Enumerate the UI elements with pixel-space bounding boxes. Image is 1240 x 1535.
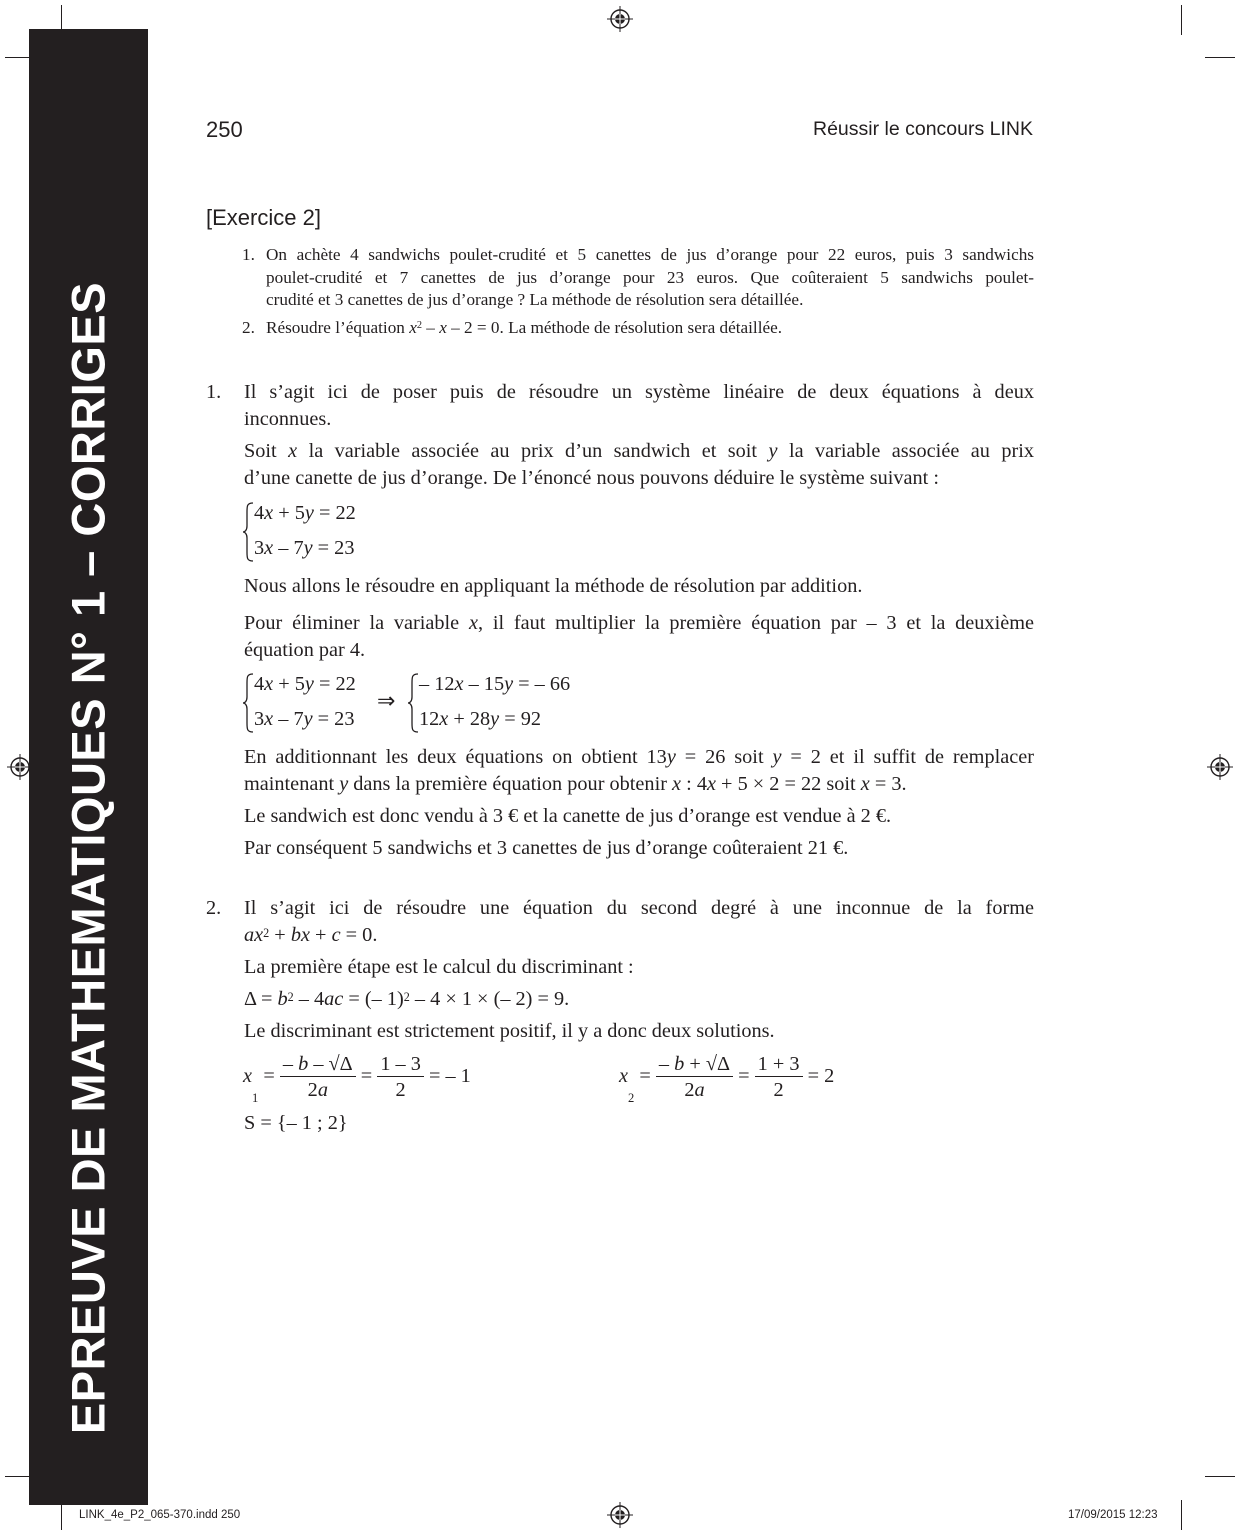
system-1-equation-1: 4x + 5y = 22 <box>254 502 356 524</box>
implies-arrow-icon: ⇒ <box>377 688 396 713</box>
text-line: maintenant y dans la première équation pour obtenir x : 4x + 5 × 2 = 22 soit x = 3. <box>244 773 907 795</box>
text-line: Le sandwich est donc vendu à 3 € et la canette de jus d’orange est vendue à 2 €. <box>244 805 892 827</box>
statement-line: poulet-crudité et 7 canettes de jus d’orange pour 23 euros. Que coûteraient 5 sandwichs poulet- <box>266 267 1034 287</box>
registration-mark-icon <box>607 1502 633 1528</box>
answer-1-intro <box>206 379 1034 433</box>
registration-mark-icon <box>607 6 633 32</box>
answer-1-result <box>206 744 1034 862</box>
text-line: Par conséquent 5 sandwichs et 3 canettes de jus d’orange coûteraient 21 €. <box>244 837 849 859</box>
registration-mark-icon <box>1207 754 1233 780</box>
text-line: Il s’agit ici de poser puis de résoudre un système linéaire de deux équations à deux <box>244 381 1034 403</box>
text-line: Pour éliminer la variable x, il faut multiplier la première équation par – 3 et la deuxième <box>244 612 1034 634</box>
system-2-right-equation-2: 12x + 28y = 92 <box>419 708 542 730</box>
fraction: $\frac{1 + 3}{2}$ <box>755 1052 803 1103</box>
chapter-sidebar-title: EPREUVE DE MATHEMATIQUES N° 1 – CORRIGES <box>61 281 115 1435</box>
statement-item <box>242 317 1034 340</box>
footer-file-slug: LINK_4e_P2_065-370.indd 250 <box>79 1509 241 1521</box>
statement-line: On achète 4 sandwichs poulet-crudité et 5 canettes de jus d’orange pour 22 euros, puis 3 sandwichs <box>266 245 1034 264</box>
text-line: inconnues. <box>244 408 332 430</box>
statement-line: Résoudre l’équation $x^2 - x - 2 = 0$. La méthode de résolution sera détaillée. <box>266 317 783 337</box>
solution-set: S = {– 1 ; 2} <box>244 1112 348 1134</box>
exercise-title: [Exercice 2] <box>206 205 321 230</box>
answer-1 <box>206 379 1034 492</box>
answer-1-method <box>206 573 1034 664</box>
system-2-left-equation-2: 3x – 7y = 23 <box>254 708 355 730</box>
exercise-statement-list <box>242 244 1034 344</box>
answer-number: 1. <box>206 381 222 403</box>
fraction: $\frac{- b + √\Delta}{2a}$ <box>656 1052 733 1103</box>
system-2-right-equation-1: – 12x – 15y = – 66 <box>419 673 571 695</box>
answer-1-variables <box>244 438 1034 492</box>
solution-x1: $x_1$ = $\frac{- b - √\Delta}{2a}$ = $\frac{1 - 3}{2}$ = – 1 <box>243 1053 471 1105</box>
left-brace-icon <box>407 673 419 733</box>
footer-date-slug: 17/09/2015 12:23 <box>1068 1509 1158 1521</box>
fraction: $\frac{- b - √\Delta}{2a}$ <box>280 1052 356 1103</box>
left-brace-icon <box>242 673 254 733</box>
text-line: En additionnant les deux équations on obtient 13y = 26 soit y = 2 et il suffit de remplacer <box>244 746 1034 768</box>
statement-line: crudité et 3 canettes de jus d’orange ? La méthode de résolution sera détaillée. <box>266 290 804 309</box>
left-brace-icon <box>242 502 254 562</box>
fraction: $\frac{1 - 3}{2}$ <box>377 1052 424 1103</box>
running-header-title: Réussir le concours LINK <box>812 118 1033 140</box>
statement-number: 1. <box>242 245 255 264</box>
statement-number: 2. <box>242 317 255 337</box>
statement-item <box>242 244 1034 312</box>
page-number: 250 <box>206 117 243 142</box>
text-line: équation par 4. <box>244 639 366 661</box>
crop-mark <box>1181 5 1182 35</box>
crop-mark <box>1181 1500 1182 1530</box>
text-line: Le discriminant est strictement positif, il y a donc deux solutions. <box>244 1020 775 1042</box>
answer-2 <box>206 895 1034 1045</box>
text-line: La première étape est le calcul du discriminant : <box>244 956 634 978</box>
text-line: d’une canette de jus d’orange. De l’énoncé nous pouvons déduire le système suivant : <box>244 467 939 489</box>
text-line: Soit x la variable associée au prix d’un sandwich et soit y la variable associée au prix <box>244 440 1034 462</box>
system-2-left-equation-1: 4x + 5y = 22 <box>254 673 356 695</box>
text-line: Il s’agit ici de résoudre une équation du second degré à une inconnue de la forme <box>244 897 1034 919</box>
discriminant-formula: $\Delta = b^2 - 4ac$ = (– 1)$^2$ – 4 × 1 × (– 2) = 9. <box>244 988 570 1010</box>
solution-x2: $x_2$ = $\frac{- b + √\Delta}{2a}$ = $\frac{1 + 3}{2}$ = 2 <box>619 1053 835 1105</box>
crop-mark <box>1205 1476 1235 1477</box>
answer-number: 2. <box>206 897 222 919</box>
text-line: $ax^2$ + bx + c = 0. <box>244 924 378 946</box>
system-1-equation-2: 3x – 7y = 23 <box>254 537 355 559</box>
text-line: Nous allons le résoudre en appliquant la méthode de résolution par addition. <box>244 575 863 597</box>
crop-mark <box>1205 57 1235 58</box>
